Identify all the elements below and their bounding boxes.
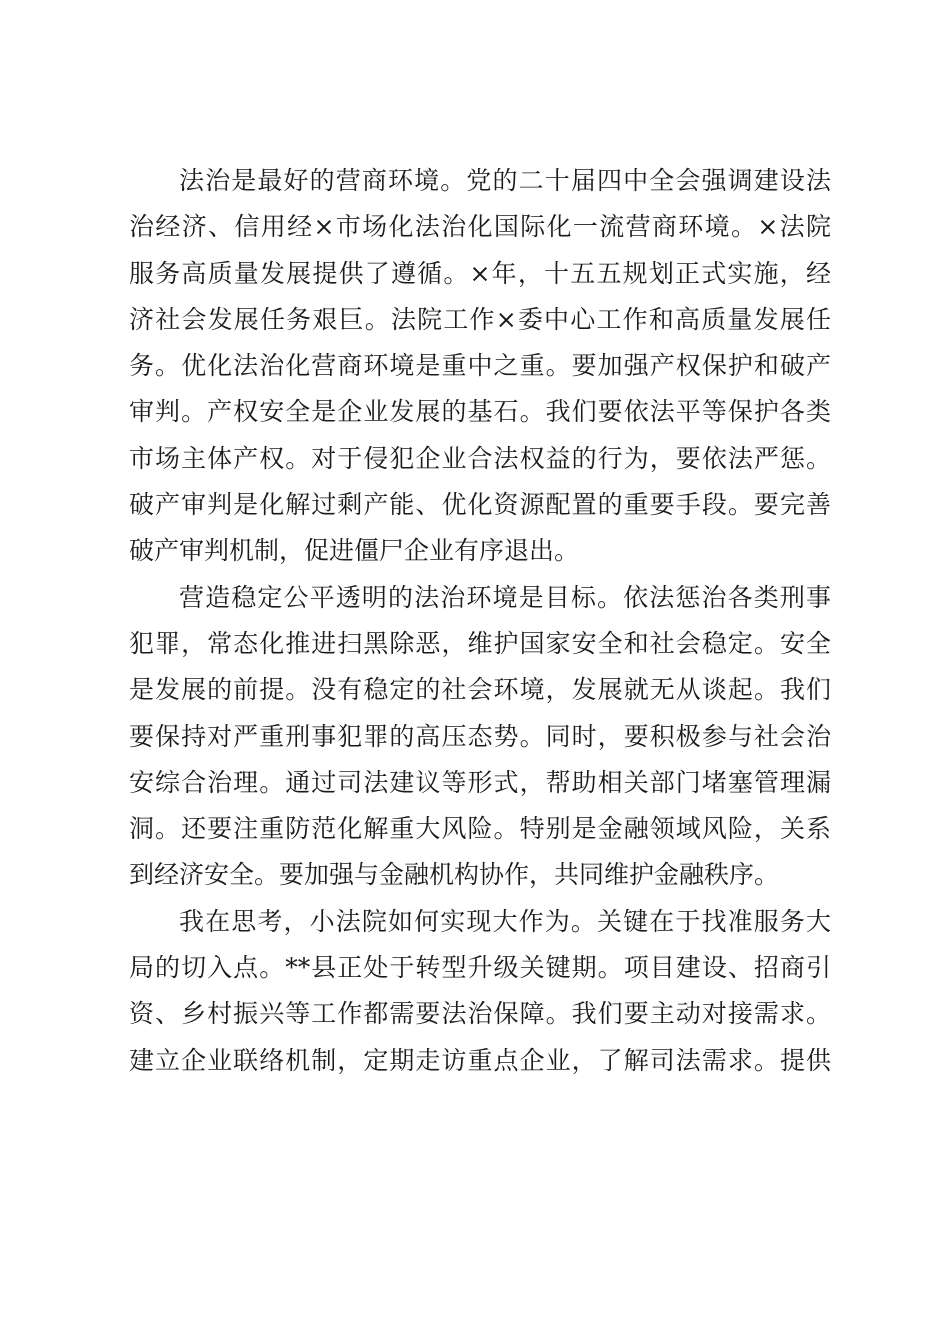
paragraph-1 <box>129 158 831 575</box>
text-line: 济社会发展任务艰巨。法院工作×委中心工作和高质量发展任 <box>129 304 831 334</box>
text-line: 服务高质量发展提供了遵循。×年，十五五规划正式实施，经 <box>129 258 831 288</box>
text-line: 法治是最好的营商环境。党的二十届四中全会强调建设法 <box>179 166 831 195</box>
text-line: 要保持对严重刑事犯罪的高压态势。同时，要积极参与社会治 <box>129 721 831 751</box>
text-line: 局的切入点。**县正处于转型升级关键期。项目建设、招商引 <box>129 953 831 983</box>
text-line: 治经济、信用经×市场化法治化国际化一流营商环境。×法院 <box>129 212 831 242</box>
text-line: 安综合治理。通过司法建议等形式，帮助相关部门堵塞管理漏 <box>129 767 831 797</box>
text-line: 我在思考，小法院如何实现大作为。关键在于找准服务大 <box>179 906 831 936</box>
text-line: 破产审判是化解过剩产能、优化资源配置的重要手段。要完善 <box>129 490 831 520</box>
text-line: 资、乡村振兴等工作都需要法治保障。我们要主动对接需求。 <box>129 999 831 1029</box>
paragraph-3 <box>129 899 831 1084</box>
text-line: 建立企业联络机制，定期走访重点企业，了解司法需求。提供 <box>129 1045 831 1075</box>
text-line: 犯罪，常态化推进扫黑除恶，维护国家安全和社会稳定。安全 <box>129 628 831 658</box>
text-line: 到经济安全。要加强与金融机构协作，共同维护金融秩序。 <box>129 860 780 890</box>
text-line: 审判。产权安全是企业发展的基石。我们要依法平等保护各类 <box>129 397 831 427</box>
text-line: 务。优化法治化营商环境是重中之重。要加强产权保护和破产 <box>129 351 831 381</box>
text-line: 市场主体产权。对于侵犯企业合法权益的行为，要依法严惩。 <box>129 443 831 473</box>
text-line: 破产审判机制，促进僵尸企业有序退出。 <box>129 536 580 566</box>
document-body <box>129 158 831 1084</box>
paragraph-2 <box>129 575 831 899</box>
text-line: 营造稳定公平透明的法治环境是目标。依法惩治各类刑事 <box>179 582 831 612</box>
text-line: 洞。还要注重防范化解重大风险。特别是金融领域风险，关系 <box>129 814 831 844</box>
text-line: 是发展的前提。没有稳定的社会环境，发展就无从谈起。我们 <box>129 675 831 705</box>
